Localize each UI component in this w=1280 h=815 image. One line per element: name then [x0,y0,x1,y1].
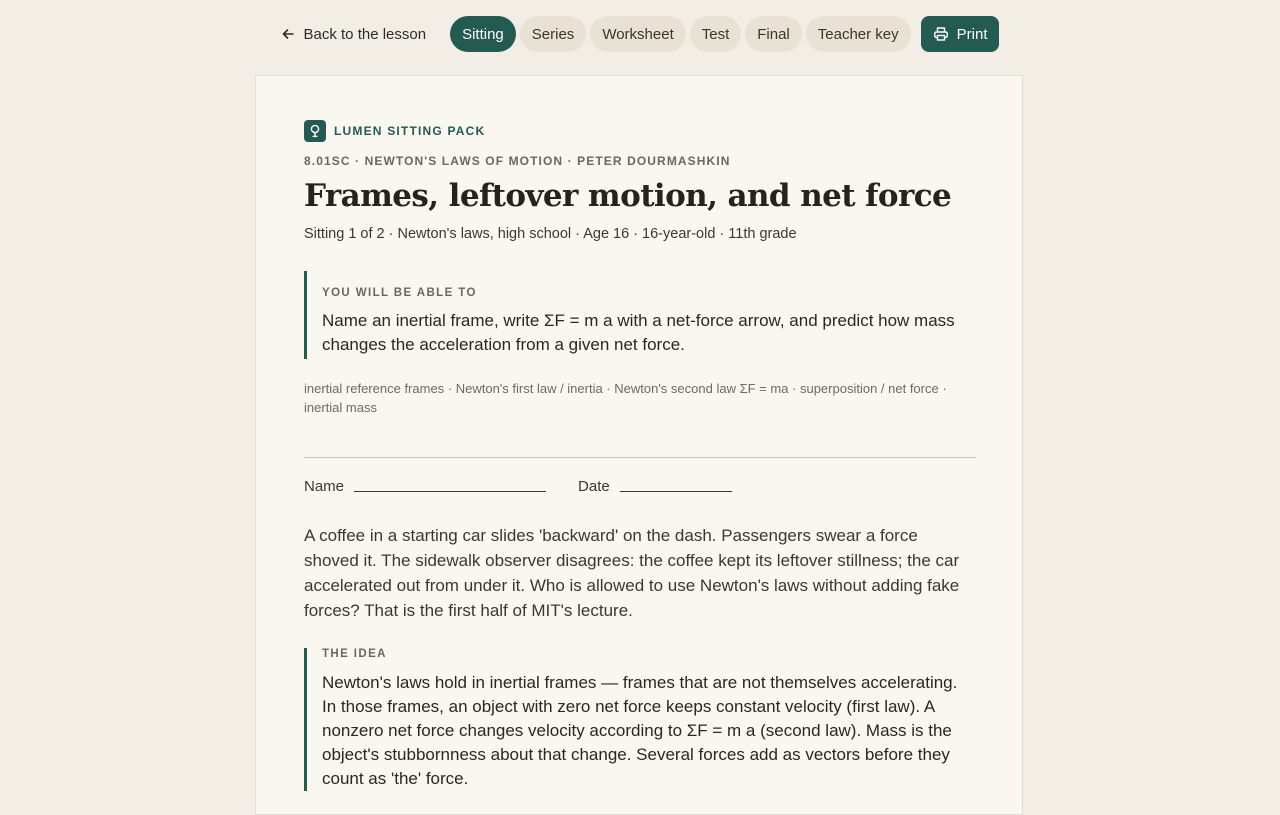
tab-series[interactable]: Series [520,16,587,52]
tab-worksheet[interactable]: Worksheet [590,16,685,52]
intro-paragraph: A coffee in a starting car slides 'backward' on the dash. Passengers swear a force shoved it. The sidewalk observer disagrees: the coffee kept its leftover stillness; the car accelerated out from under it. Who is allowed to use Newton's laws without adding fake forces? That is the first half of MIT's lecture. [304,526,960,620]
brand [304,120,976,142]
idea-text: Newton's laws hold in inertial frames — frames that are not themselves accelerating. In those frames, an object with zero net force keeps constant velocity (first law). A nonzero net force changes velocity according to ΣF = m a (second law). Mass is the object's stubbornness about that change. Several forces add as vectors before they count as 'the' force. [322,673,958,788]
concept-tags: inertial reference frames · Newton's first law / inertia · Newton's second law ΣF = ma · superposition / net force · inertial mass [304,381,947,415]
print-label: Print [956,25,988,43]
name-label: Name [304,478,345,495]
date-blank[interactable] [620,490,732,492]
objective-callout [304,271,976,359]
sitting-subtitle: Sitting 1 of 2 · Newton's laws, high school · Age 16 · 16-year-old · 11th grade [304,226,797,242]
sitting-sheet [255,75,1023,815]
printer-icon [933,26,949,42]
idea-callout [304,648,976,791]
tab-test[interactable]: Test [690,16,742,52]
back-link-label: Back to the lesson [303,25,427,43]
name-date-row [304,478,976,495]
divider [304,457,976,458]
brand-name: LUMEN SITTING PACK [334,124,486,138]
lightbulb-icon [304,120,326,142]
tab-final[interactable]: Final [745,16,802,52]
course-meta: 8.01SC · NEWTON'S LAWS OF MOTION · PETER DOURMASHKIN [304,154,731,168]
objective-text: Name an inertial frame, write ΣF = m a with a net-force arrow, and predict how mass changes the acceleration from a given net force. [322,311,955,354]
tab-teacher-key[interactable]: Teacher key [806,16,911,52]
print-button[interactable] [921,16,1000,52]
sheet-content [304,120,976,791]
tab-sitting[interactable]: Sitting [450,16,516,52]
page-title: Frames, leftover motion, and net force [304,178,952,214]
top-nav [0,16,1280,52]
objective-label: YOU WILL BE ABLE TO [322,287,477,299]
name-blank[interactable] [354,490,546,492]
idea-label: THE IDEA [322,648,387,660]
date-label: Date [578,478,610,495]
back-to-lesson-link[interactable] [281,16,441,52]
arrow-left-icon [281,27,295,41]
